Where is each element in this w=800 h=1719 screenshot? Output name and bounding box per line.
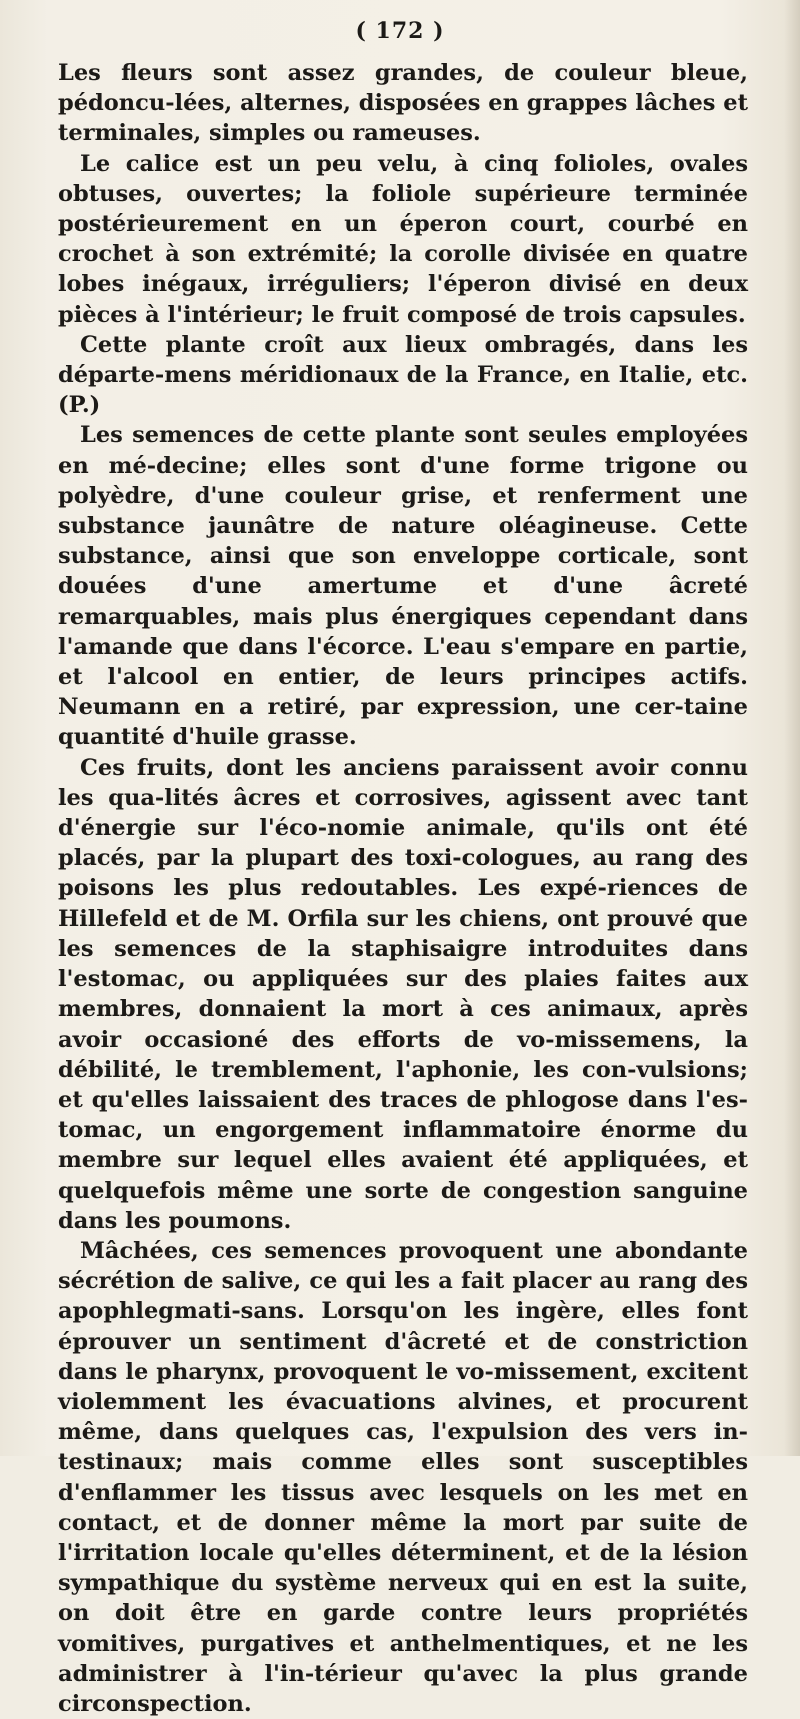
paragraph-toxicity: Ces fruits, dont les anciens paraissent avoir connu les qua-lités âcres et corrosives, agissent avec tant d'énergie sur l'éco-nomie animale, qu'ils ont été placés, par la plupart des toxi-cologues, au rang des poisons les plus redoutables. Les expé-riences de Hillefeld et de M. Orfila sur les chiens, ont prouvé que les semences de la staphisaigre introduites dans l'estomac, ou appliquées sur des plaies faites aux membres, donnaient la mort à ces animaux, après avoir occasioné des efforts de vo-missemens, la débilité, le tremblement, l'aphonie, les con-vulsions; et qu'elles laissaient des traces de phlogose dans l'es-tomac, un engorgement inflammatoire énorme du membre sur lequel elles avaient été appliquées, et quelquefois même une sorte de congestion sanguine dans les poumons. <box>58 754 748 1234</box>
body-text <box>58 58 748 1719</box>
paragraph-flowers: Les fleurs sont assez grandes, de couleur bleue, pédoncu-lées, alternes, disposées en grappes lâches et terminales, simples ou rameuses. <box>58 60 748 147</box>
paragraph-habitat: Cette plante croît aux lieux ombragés, dans les départe-mens méridionaux de la France, en Italie, etc. (P.) <box>58 331 748 419</box>
paragraph-seeds: Les semences de cette plante sont seules employées en mé-decine; elles sont d'une forme trigone ou polyèdre, d'une couleur grise, et renferment une substance jaunâtre de nature oléagineuse. Cette substance, ainsi que son enveloppe corticale, sont douées d'une amertume et d'une âcreté remarquables, mais plus énergiques cependant dans l'amande que dans l'écorce. L'eau s'empare en partie, et l'alcool en entier, de leurs principes actifs. Neumann en a retiré, par expression, une cer-taine quantité d'huile grasse. <box>58 422 748 751</box>
paragraph-calyx: Le calice est un peu velu, à cinq folioles, ovales obtuses, ouvertes; la foliole supérieure terminée postérieurement en un éperon court, courbé en crochet à son extrémité; la corolle divisée en quatre lobes inégaux, irréguliers; l'éperon divisé en deux pièces à l'intérieur; le fruit composé de trois capsules. <box>58 150 748 328</box>
page-edge-shadow <box>784 0 800 1456</box>
page-number: ( 172 ) <box>355 18 445 44</box>
paragraph-effects: Mâchées, ces semences provoquent une abondante sécrétion de salive, ce qui les a fait placer au rang des apophlegmati-sans. Lorsqu'on les ingère, elles font éprouver un sentiment d'âcreté et de constriction dans le pharynx, provoquent le vo-missement, excitent violemment les évacuations alvines, et procurent même, dans quelques cas, l'expulsion des vers in-testinaux; mais comme elles sont susceptibles d'enflammer les tissus avec lesquels on les met en contact, et de donner même la mort par suite de l'irritation locale qu'elles déterminent, et de la lésion sympathique du système nerveux qui en est la suite, on doit être en garde contre leurs propriétés vomitives, purgatives et anthelmentiques, et ne les administrer à l'in-térieur qu'avec la plus grande circonspection. <box>58 1237 748 1717</box>
